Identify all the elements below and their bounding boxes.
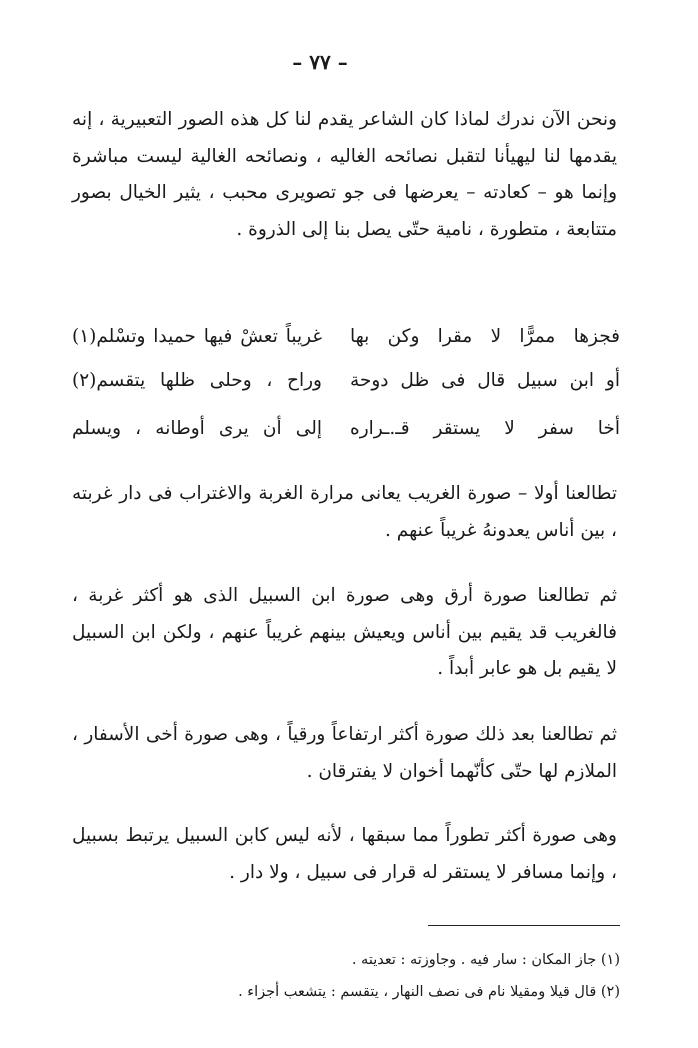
verse-first-hemistich: فجزها ممرًّا لا مقرا وكن بها [350,326,620,347]
verse-line [72,418,620,464]
paragraph-intro: ونحن الآن ندرك لماذا كان الشاعر يقدم لنا كل هذه الصور التعبيرية ، إنه يقدمها لنا ليهيأنا لتقبل نصائحه الغاليه ، ونصائحه الغالية ليست مباشرة وإنما هو – كعادته – يعرضها فى جو تصويرى محبب ، يثير الخيال بصور متتابعة ، متطورة ، نامية حتّى يصل بنا إلى الذروة . [72,109,617,240]
paragraph-wayfarer: ثم تطالعنا صورة أرق وهى صورة ابن السبيل الذى هو أكثر غربة ، فالغريب قد يقيم بين أناس ويعيش بينهم غريباً عنهم ، ولكن ابن السبيل لا يقيم بل هو عابر أبداً . [72,585,617,679]
paragraph-traveler: ثم تطالعنا بعد ذلك صورة أكثر ارتفاعاً ورقياً ، وهى صورة أخى الأسفار ، الملازم لها حتّى كأنّهما أخوان لا يفترقان . [72,724,617,782]
verse-second-hemistich: وراح ، وحلى ظلها يتقسم(٢) [72,370,322,391]
footnote-divider [428,925,620,926]
footnote-2: (٢) قال قيلا ومقيلا نام فى نصف النهار ، يتقسم : يتشعب أجزاء . [238,984,620,1000]
verse-second-hemistich: غريباً تعشْ فيها حميدا وتسْلم(١) [72,326,322,347]
verse-first-hemistich: أخا سفر لا يستقر قـ.ـراره [350,418,620,439]
footnote-1: (١) جاز المكان : سار فيه . وجاوزته : تعديته . [351,952,620,968]
paragraph-evolution: وهى صورة أكثر تطوراً مما سبقها ، لأنه ليس كابن السبيل يرتبط بسبيل ، وإنما مسافر لا يستقر له قرار فى سبيل ، ولا دار . [72,825,617,883]
verse-first-hemistich: أو ابن سبيل قال فى ظل دوحة [350,370,620,391]
page-number: – ٧٧ – [292,50,348,74]
paragraph-stranger: تطالعنا أولا – صورة الغريب يعانى مرارة الغربة والاغتراب فى دار غربته ، بين أناس يعدونهُ غريباً عنهم . [72,483,617,541]
verse-line [72,370,620,416]
verse-second-hemistich: إلى أن يرى أوطانه ، ويسلم [72,418,322,439]
verse-line [72,326,620,372]
